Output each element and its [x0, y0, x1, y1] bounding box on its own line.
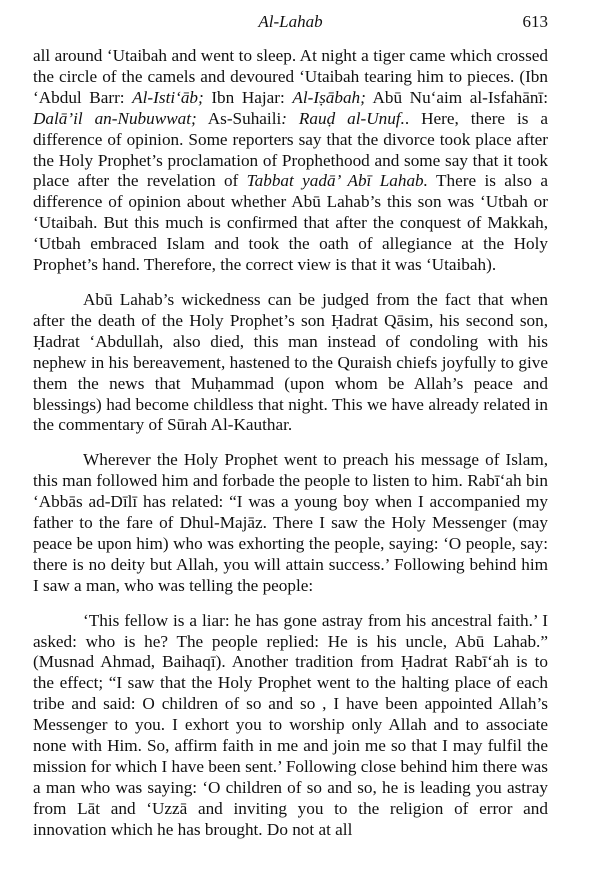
page-number: 613 [522, 12, 548, 31]
paragraph [33, 611, 548, 841]
paragraph-text: As-Suhaili [196, 108, 282, 128]
body-text [33, 46, 548, 841]
chapter-title: Al-Lahab [258, 12, 323, 31]
paragraph-text: . Here, there is a difference of opinion. Some reporters say that the divorce took place after the Holy Prophet’s proclamation of Prophethood and some say that it took place after the revelation of [33, 108, 548, 191]
paragraph [33, 450, 548, 596]
citation-text: Al-Isti‘āb; [132, 87, 204, 107]
paragraph-text: Wherever the Holy Prophet went to preach his message of Islam, this man followed him and forbade the people to listen to him. Rabī‘ah bin ‘Abbās ad-Dīlī has related: “I was a young boy when I accompanied my father to the fare of Dhul-Majāz. There I saw the Holy Messenger (may peace be upon him) who was exhorting the people, saying: ‘O people, say: there is no deity but Allah, you will attain success.’ Following behind him I saw a man, who was telling the people: [33, 450, 548, 595]
citation-text: Tabbat yadā’ Abī Lahab. [246, 171, 428, 191]
paragraph-text: all around ‘Utaibah and went to sleep. At night a tiger came which crossed the circle of the camels and devoured ‘Utaibah tearing him to pieces. (Ibn ‘Abdul Barr: [33, 46, 548, 107]
paragraph-text: Abū Nu‘aim al-Isfahānī: [365, 87, 548, 107]
citation-text: Dalā’il an-Nubuwwat; [33, 108, 197, 128]
paragraph-text: ‘This fellow is a liar: he has gone astray from his ancestral faith.’ I asked: who is he? The people replied: He is his uncle, Abū Lahab.” (Musnad Ahmad, Baihaqī). Another tradition from Ḥadrat Rabī‘ah is to the effect; “I saw that the Holy Prophet went to the halting place of each tribe and said: O children of so and so , I have been appointed Allah’s Messenger to you. I exhort you to worship only Allah and to associate none with Him. So, affirm faith in me and join me so that I may fulfil the mission for which I have been sent.’ Following close behind him there was a man who was saying: ‘O children of so and so, he is leading you astray from Lāt and ‘Uzzā and inviting you to the religion of error and innovation which he has brought. Do not at all [33, 610, 548, 839]
running-header [33, 0, 548, 40]
paragraph-text: There is also a difference of opinion about whether Abū Lahab’s this son was ‘Utbah or ‘Utaibah. But this much is confirmed that after the conquest of Makkah, ‘Utbah embraced Islam and took the oath of allegiance at the Holy Prophet’s hand. Therefore, the correct view is that it was ‘Utaibah). [33, 171, 548, 275]
citation-text: : Rauḍ al-Unuf. [281, 108, 405, 128]
citation-text: Al-Iṣābah; [292, 87, 366, 107]
paragraph-text: Abū Lahab’s wickedness can be judged from the fact that when after the death of the Holy Prophet’s son Ḥadrat Qāsim, his second son, Ḥadrat ‘Abdullah, also died, this man instead of condoling with his nephew in his bereavement, hastened to the Quraish chiefs joyfully to give them the news that Muḥammad (upon whom be Allah’s peace and blessings) had become childless that night. This we have already related in the commentary of Sūrah Al-Kauthar. [33, 289, 548, 435]
paragraph-text: Ibn Hajar: [203, 87, 293, 107]
paragraph [33, 46, 548, 276]
paragraph [33, 290, 548, 436]
